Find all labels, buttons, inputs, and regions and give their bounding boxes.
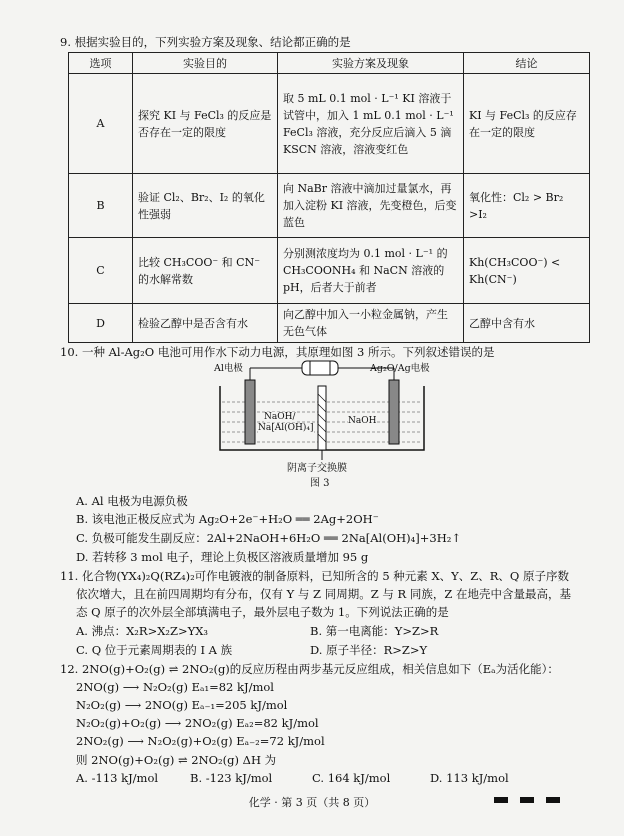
q11-stem-line3: 态 Q 原子的次外层全部填满电子，最外层电子数为 1。下列说法正确的是	[76, 605, 449, 619]
row-conclusion: 氧化性：Cl₂ > Br₂ >I₂	[464, 174, 590, 238]
table-row	[69, 174, 590, 238]
q10-option-b: B. 该电池正极反应式为 Ag₂O+2e⁻+H₂O ══ 2Ag+2OH⁻	[76, 512, 379, 526]
row-option: D	[69, 304, 133, 343]
q12-line-2: N₂O₂(g) ⟶ 2NO(g) Eₐ₋₁=205 kJ/mol	[76, 698, 288, 712]
q10-option-a: A. Al 电极为电源负极	[76, 494, 188, 508]
row-conclusion: Kh(CH₃COO⁻) < Kh(CN⁻)	[464, 238, 590, 304]
q12-stem: 12. 2NO(g)+O₂(g) ⇌ 2NO₂(g)的反应历程由两步基元反应组成，相关信息如下（Eₐ为活化能）：	[60, 662, 559, 676]
membrane-label: 阴离子交换膜	[287, 463, 347, 474]
row-option: B	[69, 174, 133, 238]
ag-electrode-label: Ag₂O/Ag电极	[370, 363, 430, 374]
q12-option-c: C. 164 kJ/mol	[312, 771, 391, 785]
footer-mark	[546, 797, 560, 803]
q11-option-a: A. 沸点：X₂R>X₂Z>YX₃	[76, 624, 209, 638]
experiment-table	[68, 52, 590, 343]
q11-option-b: B. 第一电离能：Y>Z>R	[310, 624, 439, 638]
q12-option-b: B. -123 kJ/mol	[190, 771, 273, 785]
figure-caption: 图 3	[310, 478, 330, 489]
row-option: C	[69, 238, 133, 304]
row-conclusion: 乙醇中含有水	[464, 304, 590, 343]
row-goal: 验证 Cl₂、Br₂、I₂ 的氧化性强弱	[133, 174, 278, 238]
q12-line-3: N₂O₂(g)+O₂(g) ⟶ 2NO₂(g) Eₐ₂=82 kJ/mol	[76, 716, 319, 730]
battery-figure	[210, 360, 436, 472]
al-electrode-label: Al电极	[214, 363, 243, 374]
row-plan: 取 5 mL 0.1 mol · L⁻¹ KI 溶液于试管中，加入 1 mL 0.1 mol · L⁻¹ FeCl₃ 溶液，充分反应后滴入 5 滴 KSCN 溶液，溶液变红色	[278, 74, 464, 174]
row-goal: 检验乙醇中是否含有水	[133, 304, 278, 343]
left-electrolyte-label-1: NaOH/	[264, 412, 296, 422]
table-header-row	[69, 53, 590, 74]
q11-option-d: D. 原子半径：R>Z>Y	[310, 643, 428, 657]
footer-mark	[494, 797, 508, 803]
table-row	[69, 74, 590, 174]
q10-stem: 10. 一种 Al-Ag₂O 电池可用作水下动力电源，其原理如图 3 所示。下列叙述错误的是	[60, 345, 495, 359]
q12-line-5: 则 2NO(g)+O₂(g) ⇌ 2NO₂(g) ΔH 为	[76, 753, 277, 767]
header-plan: 实验方案及现象	[278, 53, 464, 74]
page-footer: 化学 · 第 3 页（共 8 页）	[248, 796, 376, 809]
row-plan: 向乙醇中加入一小粒金属钠，产生无色气体	[278, 304, 464, 343]
q11-stem-line1: 11. 化合物(YX₄)₂Q(RZ₄)₂可作电镀液的制备原料，已知所含的 5 种元素 X、Y、Z、R、Q 原子序数	[60, 569, 569, 583]
q12-option-d: D. 113 kJ/mol	[430, 771, 509, 785]
q9-stem: 9. 根据实验目的，下列实验方案及现象、结论都正确的是	[60, 35, 351, 49]
row-goal: 比较 CH₃COO⁻ 和 CN⁻ 的水解常数	[133, 238, 278, 304]
q12-line-1: 2NO(g) ⟶ N₂O₂(g) Eₐ₁=82 kJ/mol	[76, 680, 274, 694]
right-electrolyte-label: NaOH	[348, 416, 377, 426]
left-electrolyte-label-2: Na[Al(OH)₄]	[258, 423, 314, 433]
q12-option-a: A. -113 kJ/mol	[76, 771, 159, 785]
q10-option-c: C. 负极可能发生副反应：2Al+2NaOH+6H₂O ══ 2Na[Al(OH)₄]+3H₂↑	[76, 531, 461, 545]
row-conclusion: KI 与 FeCl₃ 的反应存在一定的限度	[464, 74, 590, 174]
header-conclusion: 结论	[464, 53, 590, 74]
battery-diagram	[210, 360, 436, 472]
row-plan: 向 NaBr 溶液中滴加过量氯水，再加入淀粉 KI 溶液，先变橙色，后变蓝色	[278, 174, 464, 238]
footer-mark	[520, 797, 534, 803]
row-plan: 分别测浓度均为 0.1 mol · L⁻¹ 的 CH₃COONH₄ 和 NaCN 溶液的 pH，后者大于前者	[278, 238, 464, 304]
q11-stem-line2: 依次增大，且在前四周期均有分布，仅有 Y 与 Z 同周期。Z 与 R 同族，Z 在地壳中含量最高，基	[76, 587, 571, 601]
table-row	[69, 238, 590, 304]
row-option: A	[69, 74, 133, 174]
q12-line-4: 2NO₂(g) ⟶ N₂O₂(g)+O₂(g) Eₐ₋₂=72 kJ/mol	[76, 734, 325, 748]
q11-option-c: C. Q 位于元素周期表的 Ⅰ A 族	[76, 643, 233, 657]
row-goal: 探究 KI 与 FeCl₃ 的反应是否存在一定的限度	[133, 74, 278, 174]
header-goal: 实验目的	[133, 53, 278, 74]
q10-option-d: D. 若转移 3 mol 电子，理论上负极区溶液质量增加 95 g	[76, 550, 369, 564]
table-row	[69, 304, 590, 343]
header-option: 选项	[69, 53, 133, 74]
